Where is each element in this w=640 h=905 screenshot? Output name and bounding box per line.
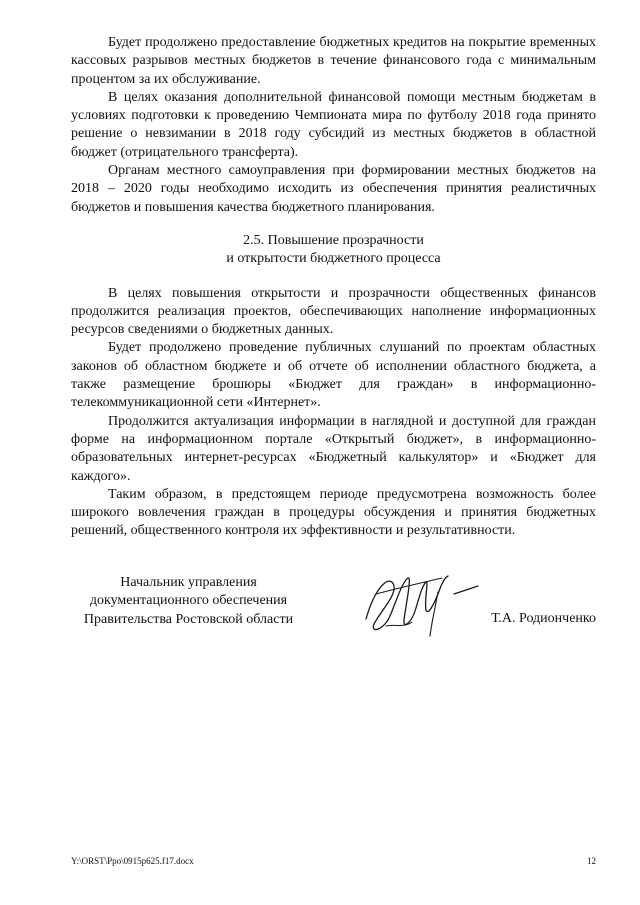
section-heading-line: и открытости бюджетного процесса	[226, 251, 441, 267]
footer-file-path: Y:\ORST\Ppo\0915p625.f17.docx	[71, 856, 194, 866]
signatory-position	[71, 574, 306, 629]
paragraph: Продолжится актуализация информации в наглядной и доступной для граждан форме на информационном портале «Открытый бюджет», в информационно-образовательных интернет-ресурсах «Бюджетный калькулятор» и «Бюджет для каждого».	[71, 413, 596, 484]
paragraph: В целях оказания дополнительной финансовой помощи местным бюджетам в условиях подготовки к проведению Чемпионата мира по футболу 2018 года принято решение о невзимании в 2018 году субсидий из местных бюджетов в областной бюджет (отрицательного трансферта).	[71, 89, 596, 160]
position-line: Правительства Ростовской области	[83, 611, 294, 627]
page-number: 12	[587, 856, 596, 866]
paragraph: Таким образом, в предстоящем периоде предусмотрена возможность более широкого вовлечения граждан в процедуры обсуждения и принятия бюджетных решений, общественного контроля их эффективности и результативности.	[71, 486, 596, 539]
paragraph: Будет продолжено предоставление бюджетных кредитов на покрытие временных кассовых разрывов местных бюджетов в течение финансового года с минимальным процентом за их обслуживание.	[71, 35, 596, 87]
signature-block	[71, 574, 596, 634]
position-line: документационного обеспечения	[89, 593, 288, 609]
position-line: Начальник управления	[120, 575, 257, 590]
signatory-name: Т.А. Родионченко	[491, 611, 596, 626]
paragraph: Будет продолжено проведение публичных слушаний по проектам областных законов об областном бюджете и об отчете об исполнении областного бюджета, а также размещение брошюры «Бюджет для граждан» в информационно-телекоммуникационной сети «Интернет».	[71, 340, 596, 411]
paragraph: В целях повышения открытости и прозрачности общественных финансов продолжится реализация проектов, обеспечивающих наполнение информационных ресурсов сведениями о бюджетных данных.	[71, 285, 596, 338]
handwritten-signature	[346, 564, 496, 644]
section-heading-line: 2.5. Повышение прозрачности	[243, 232, 424, 248]
document-body	[71, 34, 596, 541]
section-heading	[71, 232, 596, 269]
paragraph: Органам местного самоуправления при формировании местных бюджетов на 2018 – 2020 годы необходимо исходить из обеспечения принятия реалистичных бюджетов и повышения качества бюджетного планирования.	[71, 163, 596, 215]
